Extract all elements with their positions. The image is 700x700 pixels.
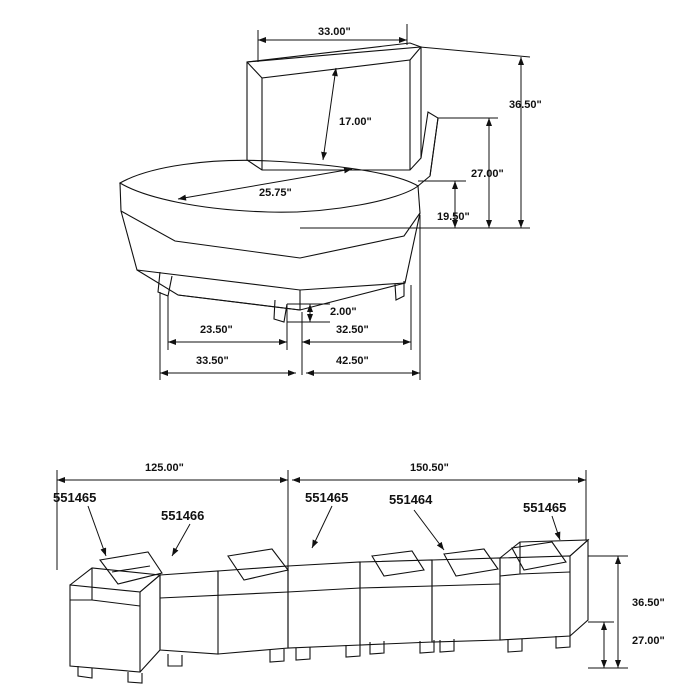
part-number-label-2: 551466: [161, 508, 205, 523]
bottom-view-furniture: [70, 540, 588, 683]
dimension-back-height-27: 27.00": [471, 168, 504, 180]
dimension-back-height-inner: 17.00": [339, 116, 372, 128]
part-number-label-5: 551465: [523, 500, 567, 515]
dimension-seat-depth-diagonal: 25.75": [259, 187, 292, 199]
part-number-label-1: 551465: [53, 490, 97, 505]
part-number-label-4: 551464: [389, 492, 433, 507]
dimension-depth-32-5: 32.50": [336, 324, 369, 336]
dimension-overall-height: 36.50": [509, 99, 542, 111]
dimension-leg-height: 2.00": [330, 306, 357, 318]
dimension-left-span: 125.00": [145, 462, 184, 474]
dimension-top-width: 33.00": [318, 26, 351, 38]
dimension-height-27: 27.00": [632, 635, 665, 647]
part-number-label-3: 551465: [305, 490, 349, 505]
dimension-height-36-5: 36.50": [632, 597, 665, 609]
top-view-furniture: [120, 43, 438, 322]
dimension-overall-width: 42.50": [336, 355, 369, 367]
dimension-overall-depth: 33.50": [196, 355, 229, 367]
dimension-seat-height: 19.50": [437, 211, 470, 223]
dimension-inner-depth: 23.50": [200, 324, 233, 336]
dimension-right-span: 150.50": [410, 462, 449, 474]
